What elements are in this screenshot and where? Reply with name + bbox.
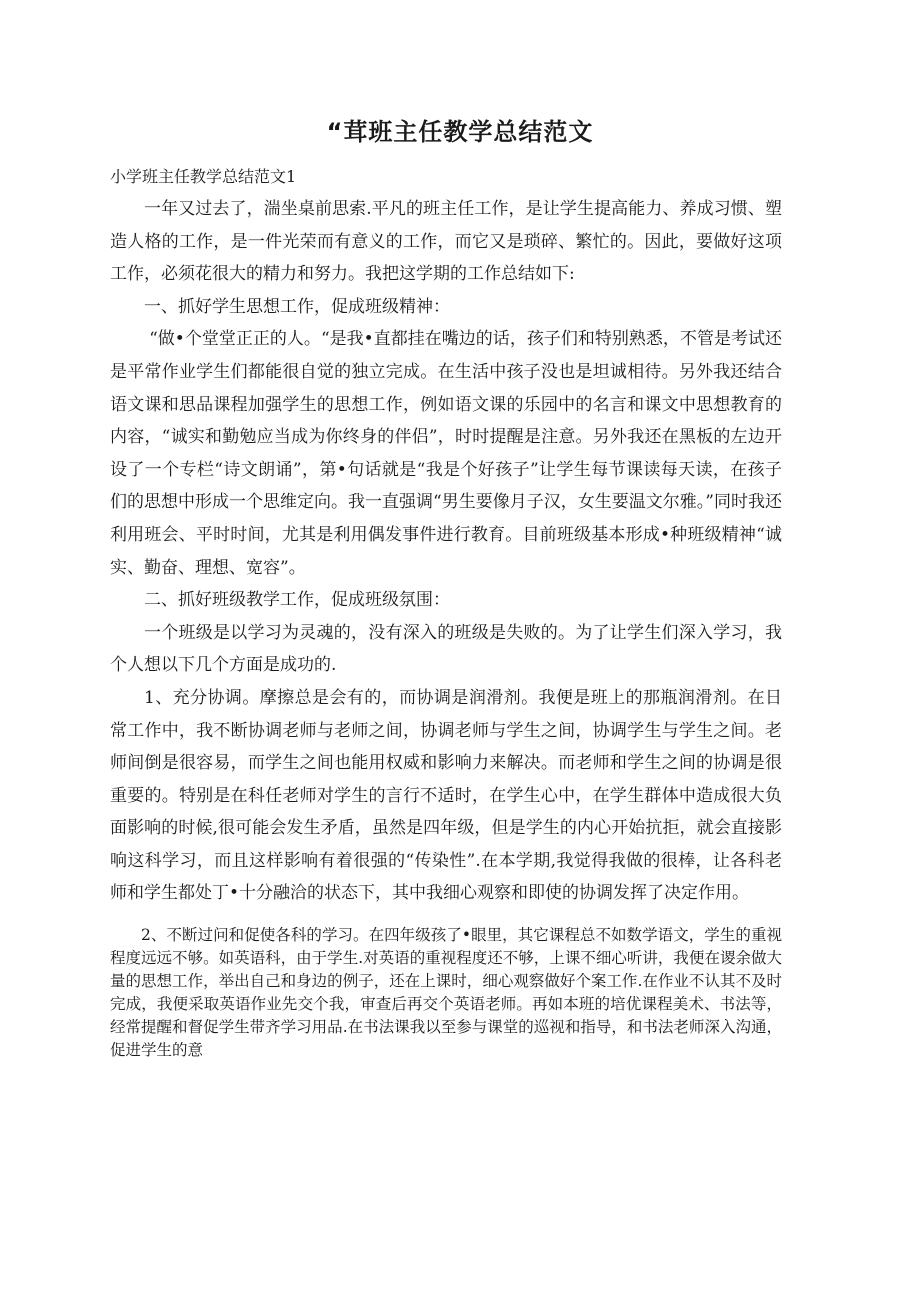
- paragraph-section-1: “做•个堂堂正正的人。“是我•直都挂在嘴边的话，孩子们和特别熟悉，不管是考试还是平常作业学生们都能很自觉的独立完成。在生活中孩子没也是坦诚相待。另外我还结合语文课和思品课程加强学生的思想工作，例如语文课的乐园中的名言和课文中思想教育的内容，“诚实和勤勉应当成为你终身的伴侣”，时时提醒是注意。另外我还在黑板的左边开设了一个专栏“诗文朗诵”，第•句话就是“我是个好孩子”让学生每节课读每天读，在孩子们的思想中形成一个思维定向。我一直强调“男生要像月子汉，女生要温文尔雅。”同时我还利用班会、平时时间，尤其是利用偶发事件进行教育。目前班级基本形成•种班级精神“诚实、勤奋、理想、宽容”。: [110, 329, 782, 578]
- heading-section-1: 一、抓好学生思想工作，促成班级精神：: [144, 296, 450, 317]
- document-subtitle: 小学班主任教学总结范文1: [110, 167, 297, 186]
- document-title: “茸班主任教学总结范文: [326, 118, 594, 146]
- paragraph-item-2: 2、不断过问和促使各科的学习。在四年级孩了•眼里，其它课程总不如数学语文，学生的重视程度远远不够。如英语科，由于学生.对英语的重视程度还不够，上课不细心听讲，我便在谡余做大量的思想工作，举出自己和身边的例子，还在上课时，细心观察做好个案工作.在作业不认其不及时完成，我便采取英语作业先交个我，审查后再交个英语老师。再如本班的培优课程美术、书法等，经常提醒和督促学生带齐学习用品.在书法课我以至参与课堂的巡视和指导，和书法老师深入沟通，促进学生的意: [110, 926, 782, 1060]
- heading-section-2: 二、抓好班级教学工作，促成班级氛围：: [144, 590, 450, 611]
- paragraph-intro: 一年又过去了，湍坐桌前思索.平凡的班主任工作，是让学生提高能力、养成习惯、塑造人格的工作，是一件光荣而有意义的工作，而它又是琐碎、繁忙的。因此，要做好这项工作，必须花很大的精力和努力。我把这学期的工作总结如下:: [110, 199, 782, 285]
- paragraph-section-2: 一个班级是以学习为灵魂的，没有深入的班级是失败的。为了让学生们深入学习，我个人想以下几个方面是成功的.: [110, 622, 782, 676]
- document-body: [110, 193, 782, 1062]
- paragraph-item-1: 1、充分协调。摩擦总是会有的，而协调是润滑剂。我便是班上的那瓶润滑剂。在日常工作中，我不断协调老师与老师之间，协调老师与学生之间，协调学生与学生之间。老师间倒是很容易，而学生之间也能用权威和影响力来解决。而老师和学生之间的协调是很重要的。特别是在科任老师对学生的言行不适时，在学生心中，在学生群体中造成很大负面影响的时候,很可能会发生矛盾，虽然是四年级，但是学生的内心开始抗拒，就会直接影响这科学习，而且这样影响有着很强的“传染性”.在本学期,我觉得我做的很棒，让各科老师和学生都处丁•十分融洽的状态下，其中我细心观察和即使的协调发挥了决定作用。: [110, 687, 782, 904]
